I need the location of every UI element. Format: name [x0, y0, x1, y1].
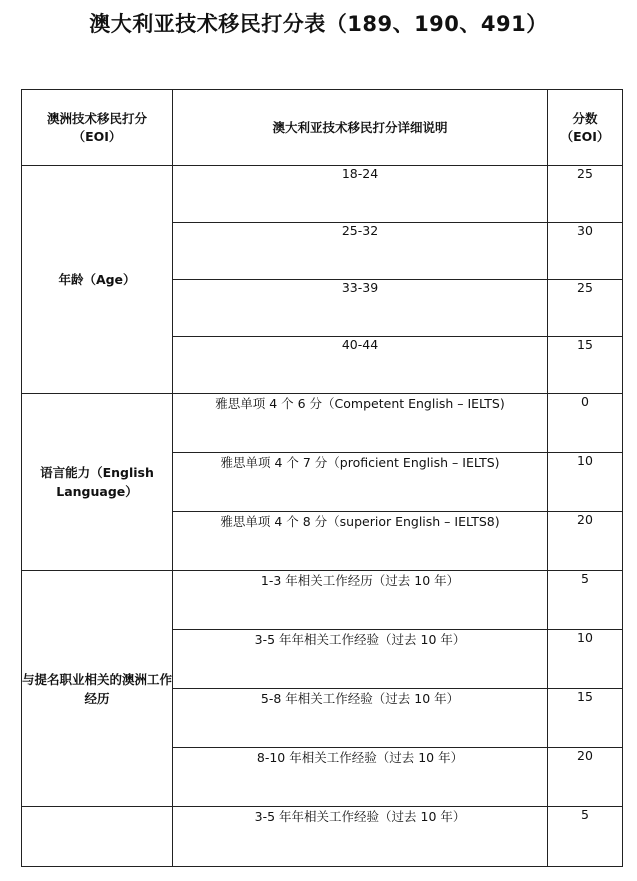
table-row	[22, 394, 623, 453]
row-score: 25	[548, 280, 623, 337]
row-score: 15	[548, 689, 623, 748]
row-description: 40-44	[173, 337, 548, 394]
row-score: 20	[548, 512, 623, 571]
row-description: 3-5 年年相关工作经验（过去 10 年）	[173, 630, 548, 689]
category-age: 年龄（Age）	[22, 166, 173, 394]
header-category-line2: （EOI）	[72, 128, 122, 144]
header-category	[22, 90, 173, 166]
table-row	[22, 807, 623, 867]
header-score-line2: （EOI）	[560, 128, 610, 144]
header-description: 澳大利亚技术移民打分详细说明	[173, 90, 548, 166]
page-title: 澳大利亚技术移民打分表（189、190、491）	[89, 12, 548, 36]
category-empty	[22, 807, 173, 867]
row-score: 10	[548, 630, 623, 689]
row-score: 20	[548, 748, 623, 807]
row-description: 3-5 年年相关工作经验（过去 10 年）	[173, 807, 548, 867]
table-header-row	[22, 90, 623, 166]
eoi-points-table	[21, 89, 623, 867]
row-description: 8-10 年相关工作经验（过去 10 年）	[173, 748, 548, 807]
row-description: 5-8 年相关工作经验（过去 10 年）	[173, 689, 548, 748]
category-english-language: 语言能力（English Language）	[22, 394, 173, 571]
row-description: 1-3 年相关工作经历（过去 10 年）	[173, 571, 548, 630]
table-row	[22, 571, 623, 630]
row-score: 10	[548, 453, 623, 512]
row-score: 25	[548, 166, 623, 223]
row-score: 15	[548, 337, 623, 394]
row-score: 5	[548, 571, 623, 630]
row-description: 25-32	[173, 223, 548, 280]
header-category-line1: 澳洲技术移民打分	[46, 110, 147, 126]
row-score: 0	[548, 394, 623, 453]
row-description: 雅思单项 4 个 6 分（Competent English – IELTS)	[173, 394, 548, 453]
row-score: 30	[548, 223, 623, 280]
header-score-line1: 分数	[572, 110, 598, 126]
row-score: 5	[548, 807, 623, 867]
header-score	[548, 90, 623, 166]
category-work-experience: 与提名职业相关的澳洲工作经历	[22, 571, 173, 807]
row-description: 18-24	[173, 166, 548, 223]
row-description: 雅思单项 4 个 8 分（superior English – IELTS8)	[173, 512, 548, 571]
row-description: 33-39	[173, 280, 548, 337]
table-row	[22, 166, 623, 223]
row-description: 雅思单项 4 个 7 分（proficient English – IELTS)	[173, 453, 548, 512]
